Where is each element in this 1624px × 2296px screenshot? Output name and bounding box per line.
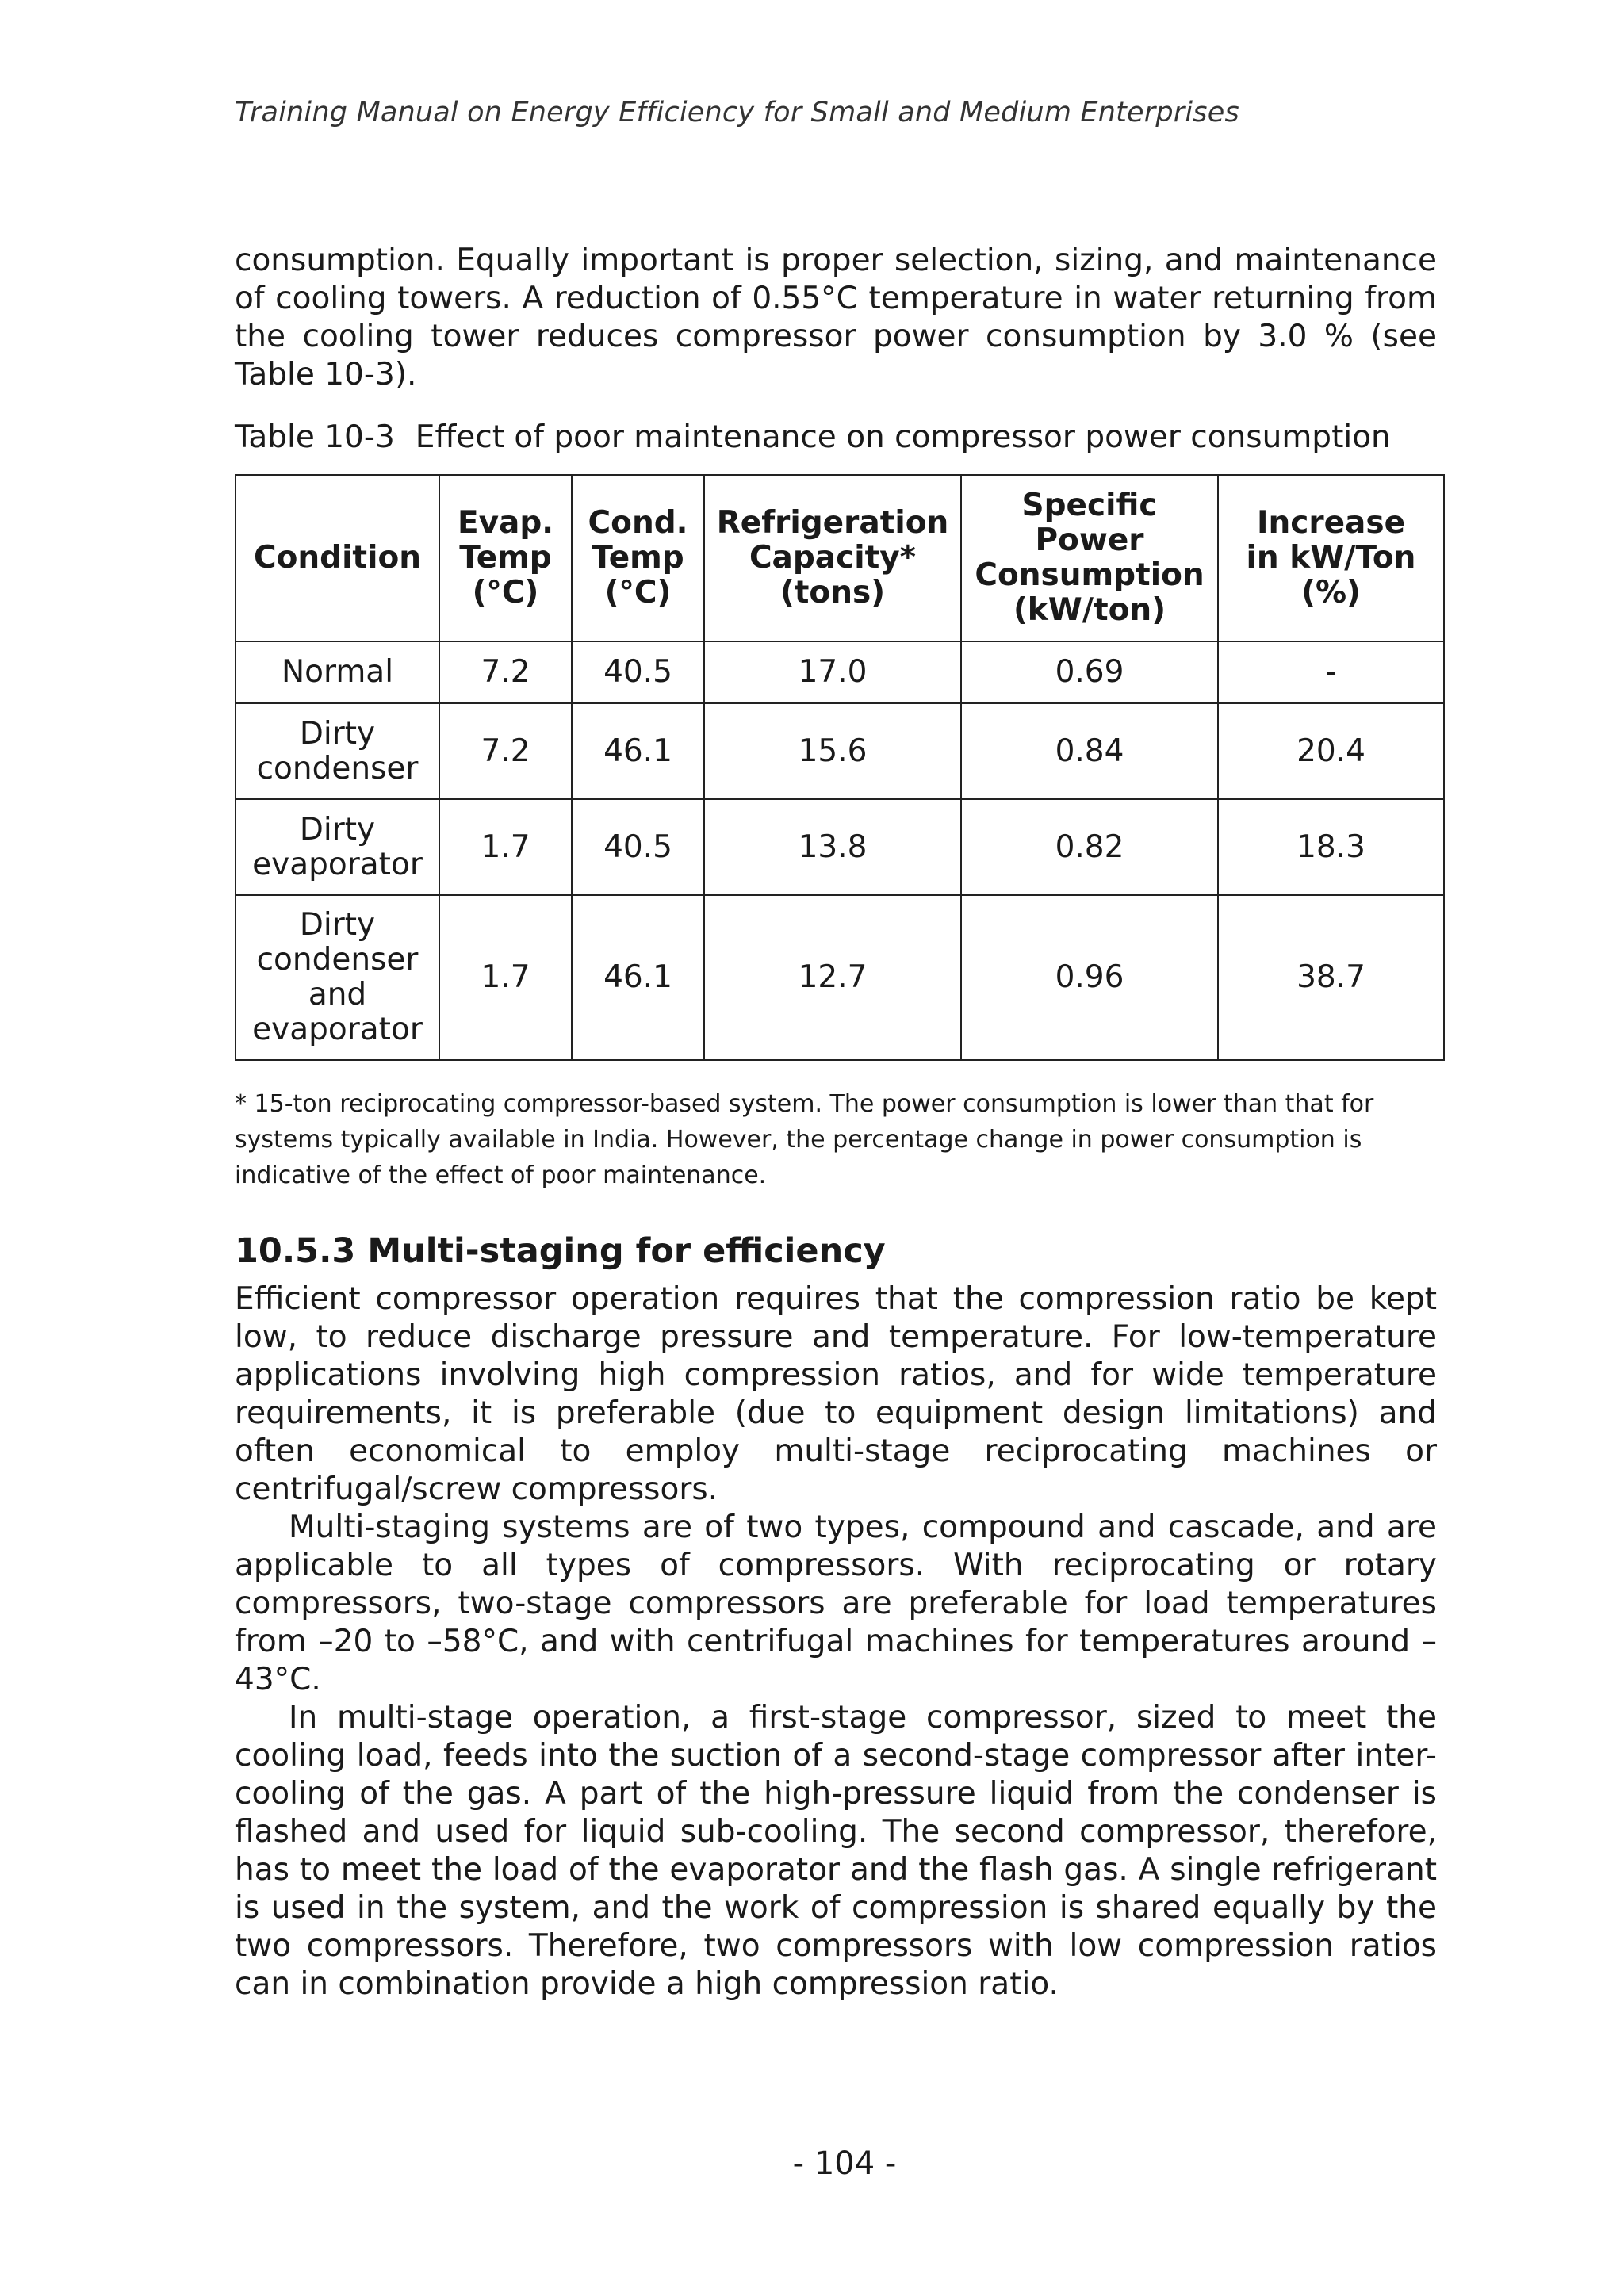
cell-cond-temp: 46.1 [572, 703, 704, 799]
running-header: Training Manual on Energy Efficiency for Small and Medium Enterprises [235, 97, 1239, 128]
cell-power: 0.84 [961, 703, 1218, 799]
table-row [236, 703, 1444, 799]
header-condition: Condition [236, 475, 439, 641]
table-footnote: * 15-ton reciprocating compressor-based system. The power consumption is lower than that for systems typically available in India. However, the percentage change in power consumption is indicative of the effect of poor maintenance. [235, 1090, 1374, 1189]
table-row [236, 641, 1444, 703]
table-row [236, 799, 1444, 895]
cell-evap-temp: 1.7 [439, 895, 572, 1060]
maintenance-table [235, 474, 1445, 1061]
body-paragraph-2: Multi-staging systems are of two types, compound and cascade, and are applicable to all types of compressors. With reciprocating or rotary compressors, two-stage compressors are preferable for load temperatures from –20 to –58°C, and with centrifugal machines for temperatures around –43°C. [235, 1510, 1437, 1697]
cell-evap-temp: 7.2 [439, 641, 572, 703]
cell-power: 0.69 [961, 641, 1218, 703]
page-number: - 104 - [792, 2145, 897, 2182]
intro-paragraph: consumption. Equally important is proper selection, sizing, and maintenance of cooling towers. A reduction of 0.55°C temperature in water returning from the cooling tower reduces compressor power consumption by 3.0 % (see Table 10-3). [235, 243, 1437, 392]
body-paragraph-3: In multi-stage operation, a first-stage compressor, sized to meet the cooling load, feeds into the suction of a second-stage compressor after inter-cooling of the gas. A part of the high-pressure liquid from the condenser is flashed and used for liquid sub-cooling. The second compressor, therefore, has to meet the load of the evaporator and the flash gas. A single refrigerant is used in the system, and the work of compression is shared equally by the two compressors. Therefore, two compressors with low compression ratios can in combination provide a high compression ratio. [235, 1700, 1437, 2002]
intro-block [235, 242, 1437, 394]
table-header-row [236, 475, 1444, 641]
cell-condition: Dirty evaporator [236, 799, 439, 895]
header-cond-temp: Cond. Temp (°C) [572, 475, 704, 641]
cell-power: 0.96 [961, 895, 1218, 1060]
table-caption [235, 419, 1391, 457]
cell-condition: Dirty condenser and evaporator [236, 895, 439, 1060]
cell-evap-temp: 7.2 [439, 703, 572, 799]
body-paragraph-1: Efficient compressor operation requires that the compression ratio be kept low, to reduce discharge pressure and temperature. For low-temperature applications involving high compression ratios, and for wide temperature requirements, it is preferable (due to equipment design limitations) and often economical to employ multi-stage reciprocating machines or centrifugal/screw compressors. [235, 1281, 1437, 1507]
table-row [236, 895, 1444, 1060]
cell-increase: 20.4 [1218, 703, 1444, 799]
cell-evap-temp: 1.7 [439, 799, 572, 895]
cell-capacity: 17.0 [704, 641, 961, 703]
cell-increase: 18.3 [1218, 799, 1444, 895]
cell-capacity: 15.6 [704, 703, 961, 799]
cell-condition: Dirty condenser [236, 703, 439, 799]
cell-cond-temp: 46.1 [572, 895, 704, 1060]
header-increase: Increase in kW/Ton (%) [1218, 475, 1444, 641]
section-body [235, 1280, 1437, 2003]
section-heading: 10.5.3 Multi-staging for efficiency [235, 1231, 886, 1271]
cell-cond-temp: 40.5 [572, 641, 704, 703]
cell-capacity: 12.7 [704, 895, 961, 1060]
header-refrigeration-capacity: Refrigeration Capacity* (tons) [704, 475, 961, 641]
cell-capacity: 13.8 [704, 799, 961, 895]
table-caption-text: Effect of poor maintenance on compressor power consumption [415, 419, 1391, 455]
cell-cond-temp: 40.5 [572, 799, 704, 895]
cell-condition: Normal [236, 641, 439, 703]
table-caption-id: Table 10-3 [235, 419, 395, 455]
cell-increase: 38.7 [1218, 895, 1444, 1060]
header-evap-temp: Evap. Temp (°C) [439, 475, 572, 641]
cell-power: 0.82 [961, 799, 1218, 895]
header-specific-power: Specific Power Consumption (kW/ton) [961, 475, 1218, 641]
cell-increase: - [1218, 641, 1444, 703]
